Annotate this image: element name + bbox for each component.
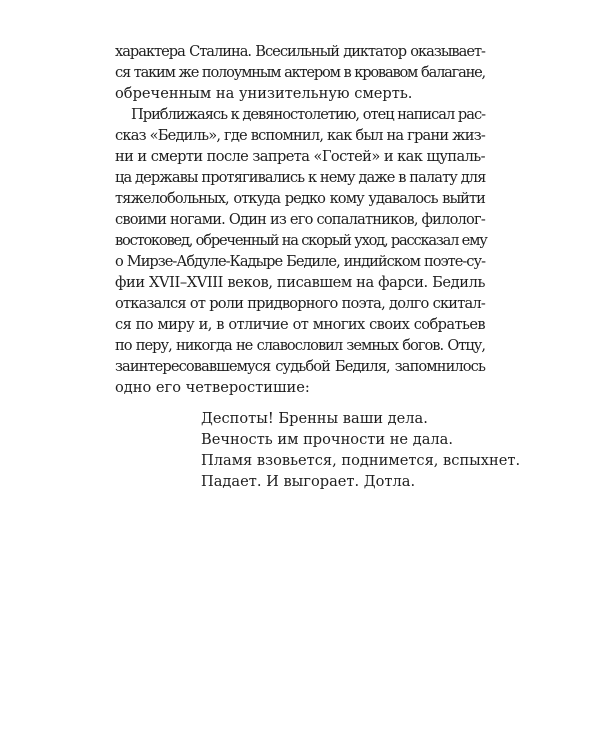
paragraph-2-line-11: ся по миру и, в отличие от многих своих собратьев xyxy=(115,316,485,333)
verse-line-1: Деспоты! Бренны ваши дела. xyxy=(201,410,428,427)
paragraph-2-line-6: своими ногами. Один из его сопалатников, филолог- xyxy=(115,211,485,228)
paragraph-2-line-13: заинтересовавшемуся судьбой Бедиля, запомнилось xyxy=(115,358,485,375)
paragraph-2-line-5: тяжелобольных, откуда редко кому удавалось выйти xyxy=(115,190,485,207)
paragraph-2-line-7: востоковед, обреченный на скорый уход, рассказал ему xyxy=(115,232,487,249)
paragraph-2-line-1: Приближаясь к девяностолетию, отец написал рас- xyxy=(131,106,486,123)
paragraph-1-line-3: обреченным на унизительную смерть. xyxy=(115,85,413,102)
paragraph-2-line-14: одно его четверостишие: xyxy=(115,379,310,396)
verse-line-4: Падает. И выгорает. Дотла. xyxy=(201,473,416,490)
paragraph-1-line-1: характера Сталина. Всесильный диктатор оказывает- xyxy=(115,43,485,60)
paragraph-1-line-2: ся таким же полоумным актером в кровавом балагане, xyxy=(115,64,485,81)
paragraph-2-line-4: ца державы протягивались к нему даже в палату для xyxy=(115,169,486,186)
paragraph-2-line-3: ни и смерти после запрета «Гостей» и как щупаль- xyxy=(115,148,485,165)
verse-line-3: Пламя взовьется, поднимется, вспыхнет. xyxy=(201,452,521,469)
paragraph-2-line-9: фии XVII–XVIII веков, писавшем на фарси. Бедиль xyxy=(115,274,485,291)
verse-line-2: Вечность им прочности не дала. xyxy=(201,431,453,448)
paragraph-2-line-12: по перу, никогда не славословил земных богов. Отцу, xyxy=(115,337,485,354)
paragraph-2-line-10: отказался от роли придворного поэта, долго скитал- xyxy=(115,295,485,312)
paragraph-2-line-2: сказ «Бедиль», где вспомнил, как был на грани жиз- xyxy=(115,127,485,144)
paragraph-2-line-8: о Мирзе-Абдуле-Кадыре Бедиле, индийском поэте-су- xyxy=(115,253,485,270)
